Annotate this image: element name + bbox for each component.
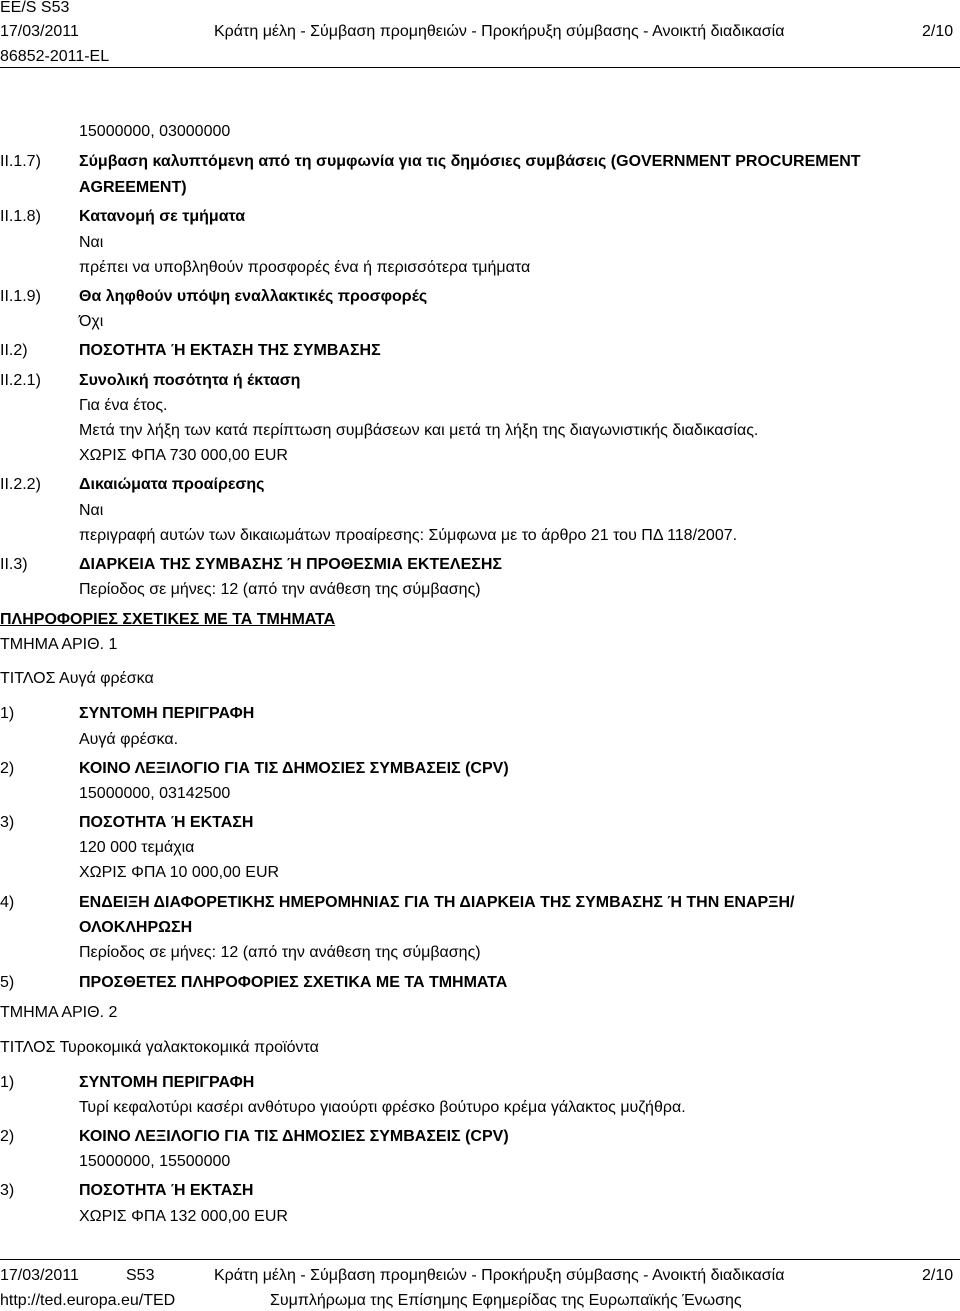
footer-title: Κράτη μέλη - Σύμβαση προμηθειών - Προκήρυξη σύμβασης - Ανοικτή διαδικασία: [214, 1267, 785, 1284]
item-heading: ΠΟΣΟΤΗΤΑ Ή ΕΚΤΑΣΗ: [79, 1182, 254, 1199]
item-heading-cont: ΟΛΟΚΛΗΡΩΣΗ: [79, 919, 193, 936]
item-number: 3): [0, 814, 15, 831]
header-rule: [0, 67, 960, 68]
item-heading: ΚΟΙΝΟ ΛΕΞΙΛΟΓΙΟ ΓΙΑ ΤΙΣ ΔΗΜΟΣΙΕΣ ΣΥΜΒΑΣΕΙΣ (CPV): [79, 1128, 509, 1145]
section-text: Μετά την λήξη των κατά περίπτωση συμβάσεων και μετά τη λήξη της διαγωνιστικής διαδικασίας.: [79, 422, 759, 439]
section-heading-cont: AGREEMENT): [79, 179, 187, 196]
item-number: 2): [0, 1128, 15, 1145]
footer-date: 17/03/2011: [0, 1267, 79, 1284]
item-heading: ΣΥΝΤΟΜΗ ΠΕΡΙΓΡΑΦΗ: [79, 1074, 255, 1091]
item-text: 15000000, 03142500: [79, 785, 231, 802]
section-value: Όχι: [79, 313, 104, 330]
section-heading: Κατανομή σε τμήματα: [79, 208, 246, 225]
section-number: II.2.2): [0, 476, 41, 493]
section-detail: πρέπει να υποβληθούν προσφορές ένα ή περισσότερα τμήματα: [79, 259, 531, 276]
section-text: ΧΩΡΙΣ ΦΠΑ 730 000,00 EUR: [79, 447, 288, 464]
item-heading: ΣΥΝΤΟΜΗ ΠΕΡΙΓΡΑΦΗ: [79, 705, 255, 722]
item-text: 15000000, 15500000: [79, 1153, 231, 1170]
item-text: Αυγά φρέσκα.: [79, 731, 179, 748]
footer-subtitle: Συμπλήρωμα της Επίσημης Εφημερίδας της Ευρωπαϊκής Ένωσης: [270, 1292, 742, 1309]
header-date: 17/03/2011: [0, 23, 79, 40]
lot-label: ΤΜΗΜΑ ΑΡΙΘ. 1: [0, 636, 118, 653]
item-text: Τυρί κεφαλοτύρι κασέρι ανθότυρο γιαούρτι φρέσκο βούτυρο κρέμα γάλακτος μυζήθρα.: [79, 1099, 686, 1116]
item-number: 2): [0, 760, 15, 777]
item-text: Περίοδος σε μήνες: 12 (από την ανάθεση της σύμβασης): [79, 944, 481, 961]
item-heading: ΠΡΟΣΘΕΤΕΣ ΠΛΗΡΟΦΟΡΙΕΣ ΣΧΕΤΙΚΑ ΜΕ ΤΑ ΤΜΗΜΑΤΑ: [79, 974, 508, 991]
section-number: II.1.9): [0, 288, 41, 305]
section-heading: ΔΙΑΡΚΕΙΑ ΤΗΣ ΣΥΜΒΑΣΗΣ Ή ΠΡΟΘΕΣΜΙΑ ΕΚΤΕΛΕΣΗΣ: [79, 556, 503, 573]
lots-heading: ΠΛΗΡΟΦΟΡΙΕΣ ΣΧΕΤΙΚΕΣ ΜΕ ΤΑ ΤΜΗΜΑΤΑ: [0, 611, 336, 628]
item-heading: ΚΟΙΝΟ ΛΕΞΙΛΟΓΙΟ ΓΙΑ ΤΙΣ ΔΗΜΟΣΙΕΣ ΣΥΜΒΑΣΕΙΣ (CPV): [79, 760, 509, 777]
item-text: ΧΩΡΙΣ ΦΠΑ 132 000,00 EUR: [79, 1208, 288, 1225]
section-heading: Σύμβαση καλυπτόμενη από τη συμφωνία για τις δημόσιες συμβάσεις (GOVERNMENT PROCUREMENT: [79, 153, 861, 170]
lot-label: ΤΜΗΜΑ ΑΡΙΘ. 2: [0, 1004, 118, 1021]
lot-title: ΤΙΤΛΟΣ Τυροκομικά γαλακτοκομικά προϊόντα: [0, 1039, 319, 1056]
item-number: 1): [0, 1074, 15, 1091]
header-page-number: 2/10: [922, 23, 954, 40]
footer-url[interactable]: http://ted.europa.eu/TED: [0, 1292, 176, 1309]
section-number: II.2): [0, 342, 28, 359]
item-heading: ΠΟΣΟΤΗΤΑ Ή ΕΚΤΑΣΗ: [79, 814, 254, 831]
section-heading: Δικαιώματα προαίρεσης: [79, 476, 265, 493]
section-number: II.1.8): [0, 208, 41, 225]
section-detail: περιγραφή αυτών των δικαιωμάτων προαίρεσης: Σύμφωνα με το άρθρο 21 του ΠΔ 118/2007.: [79, 527, 738, 544]
section-value: Ναι: [79, 234, 104, 251]
footer-series: S53: [126, 1267, 155, 1284]
header-series: EE/S S53: [0, 0, 70, 16]
section-number: II.1.7): [0, 153, 41, 170]
item-number: 4): [0, 894, 15, 911]
cpv-codes: 15000000, 03000000: [79, 123, 231, 140]
section-heading: Θα ληφθούν υπόψη εναλλακτικές προσφορές: [79, 288, 428, 305]
section-number: II.2.1): [0, 372, 41, 389]
section-value: Περίοδος σε μήνες: 12 (από την ανάθεση της σύμβασης): [79, 581, 481, 598]
footer-page-number: 2/10: [922, 1267, 954, 1284]
header-title: Κράτη μέλη - Σύμβαση προμηθειών - Προκήρυξη σύμβασης - Ανοικτή διαδικασία: [214, 23, 785, 40]
section-text: Για ένα έτος.: [79, 397, 168, 414]
item-number: 1): [0, 705, 15, 722]
section-value: Ναι: [79, 502, 104, 519]
footer-rule: [0, 1259, 960, 1260]
header-notice-number: 86852-2011-EL: [0, 48, 110, 65]
lot-title: ΤΙΤΛΟΣ Αυγά φρέσκα: [0, 670, 154, 687]
section-number: II.3): [0, 556, 28, 573]
item-number: 5): [0, 974, 15, 991]
section-heading: ΠΟΣΟΤΗΤΑ Ή ΕΚΤΑΣΗ ΤΗΣ ΣΥΜΒΑΣΗΣ: [79, 342, 381, 359]
item-text: 120 000 τεμάχια: [79, 839, 195, 856]
item-heading: ΕΝΔΕΙΞΗ ΔΙΑΦΟΡΕΤΙΚΗΣ ΗΜΕΡΟΜΗΝΙΑΣ ΓΙΑ ΤΗ ΔΙΑΡΚΕΙΑ ΤΗΣ ΣΥΜΒΑΣΗΣ Ή ΤΗΝ ΕΝΑΡΞΗ/: [79, 894, 795, 911]
section-heading: Συνολική ποσότητα ή έκταση: [79, 372, 301, 389]
item-text: ΧΩΡΙΣ ΦΠΑ 10 000,00 EUR: [79, 864, 280, 881]
item-number: 3): [0, 1182, 15, 1199]
